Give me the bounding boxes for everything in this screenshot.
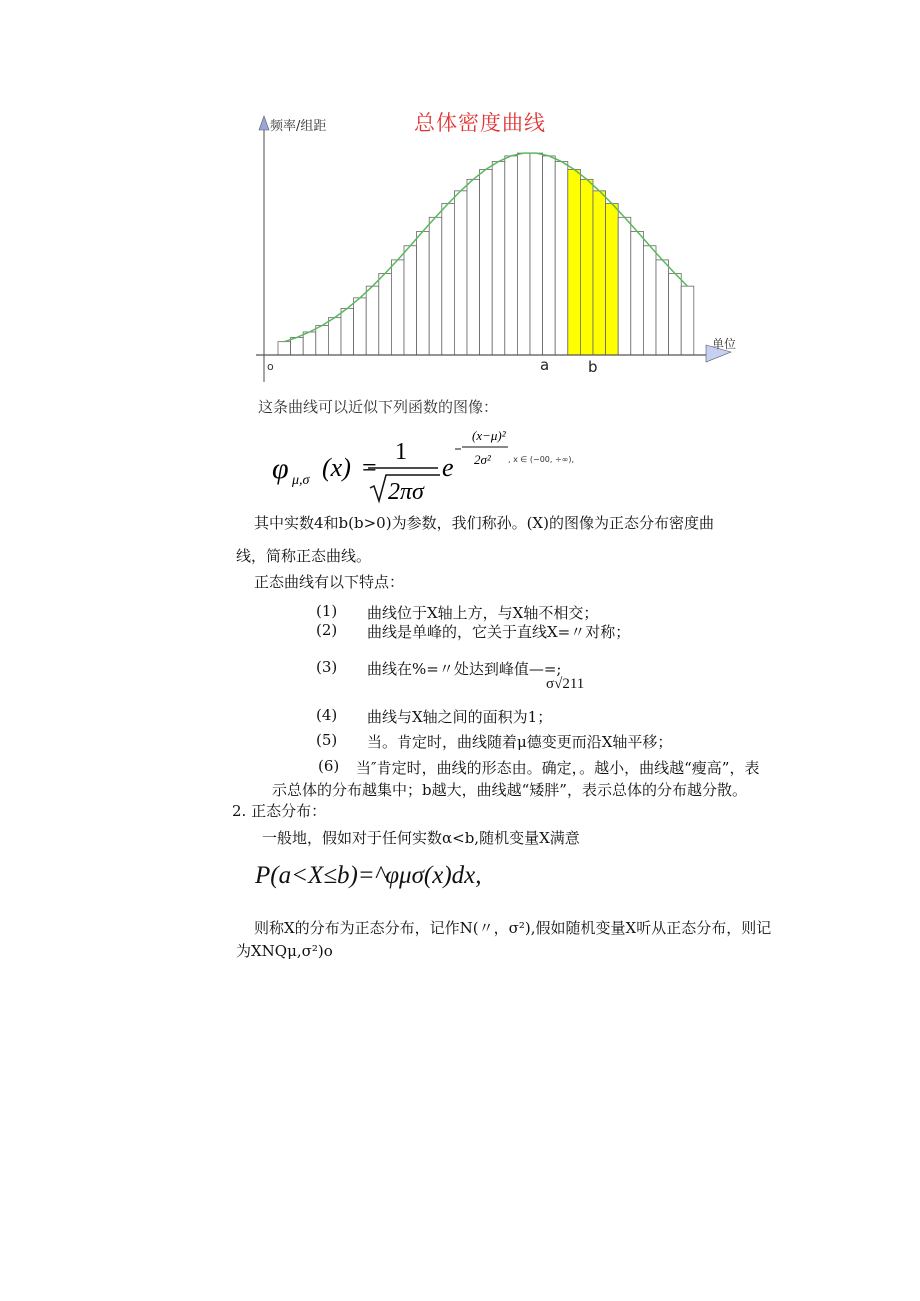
histogram-bar bbox=[316, 326, 329, 355]
histogram-bar bbox=[341, 308, 354, 355]
histogram-bar bbox=[606, 204, 619, 355]
item-4-text: 曲线与X轴之间的面积为1； bbox=[367, 708, 553, 726]
section-2-heading: 2. 正态分布： bbox=[232, 802, 327, 820]
item-3-text: 曲线在%=〃处达到峰值—=; bbox=[367, 660, 562, 678]
marker-a: a bbox=[540, 356, 550, 374]
para-2: 正态曲线有以下特点： bbox=[254, 573, 405, 591]
formula-numerator: 1 bbox=[395, 439, 407, 465]
histogram-bar bbox=[530, 153, 543, 355]
histogram-bar bbox=[568, 169, 581, 355]
histogram-bars bbox=[278, 153, 694, 355]
y-axis-label: 频率/组距 bbox=[270, 119, 327, 134]
histogram-bar bbox=[429, 217, 442, 355]
histogram-bar bbox=[467, 179, 480, 355]
formula-domain: , x ∈ (−00, ÷∞), bbox=[508, 455, 574, 464]
histogram-bar bbox=[555, 162, 568, 355]
formula-subscript: μ,σ bbox=[292, 473, 310, 488]
histogram-bar bbox=[580, 179, 593, 355]
probability-formula: P(a<X≤b)=^φμσ(x)dx, bbox=[255, 862, 482, 889]
item-1-text: 曲线位于X轴上方，与X轴不相交； bbox=[367, 604, 599, 622]
formula-equals: = bbox=[362, 453, 377, 482]
histogram-bar bbox=[631, 231, 644, 355]
histogram-bar bbox=[278, 342, 291, 355]
histogram-bar bbox=[505, 156, 518, 355]
histogram-bar bbox=[404, 246, 417, 355]
origin-label: o bbox=[267, 360, 274, 373]
histogram-bar bbox=[303, 332, 316, 355]
histogram-bar bbox=[492, 162, 505, 355]
histogram-bar bbox=[366, 286, 379, 355]
histogram-bar bbox=[354, 298, 367, 355]
item-6-continuation: 示总体的分布越集中；b越大，曲线越“矮胖”，表示总体的分布越分散。 bbox=[272, 781, 747, 799]
y-axis-arrow-icon bbox=[259, 116, 269, 130]
histogram-bar bbox=[618, 217, 631, 355]
histogram-bar bbox=[543, 156, 556, 355]
item-4-number: (4) bbox=[316, 706, 338, 724]
item-3-number: (3) bbox=[316, 658, 338, 676]
histogram-bar bbox=[417, 231, 430, 355]
item-1-number: (1) bbox=[316, 602, 338, 620]
histogram-bar bbox=[391, 260, 404, 355]
histogram-bar bbox=[643, 246, 656, 355]
histogram-bar bbox=[442, 204, 455, 355]
histogram-bar bbox=[379, 273, 392, 355]
histogram-bar bbox=[517, 153, 530, 355]
para-1-line-2: 线，简称正态曲线。 bbox=[236, 547, 372, 565]
item-5-text: 当。肯定时，曲线随着μ德变更而沿X轴平移； bbox=[367, 733, 673, 751]
formula-arg: (x) bbox=[322, 453, 351, 482]
last-paragraph-line-1: 则称X的分布为正态分布，记作N(〃，σ²),假如随机变量X听从正态分布，则记 bbox=[254, 919, 772, 937]
density-figure bbox=[246, 100, 756, 390]
last-paragraph-line-2: 为XNQμ,σ²)o bbox=[236, 942, 333, 960]
histogram-bar bbox=[291, 337, 304, 355]
histogram-bar bbox=[328, 318, 341, 355]
item-5-number: (5) bbox=[316, 731, 338, 749]
section-2-paragraph: 一般地，假如对于任何实数α<b,随机变量X满意 bbox=[262, 829, 580, 847]
item-3-peak-value: σ√211 bbox=[546, 676, 585, 692]
item-6-number: (6) bbox=[318, 757, 340, 775]
formula-exp-top: (x−μ)² bbox=[472, 428, 506, 443]
marker-b: b bbox=[588, 358, 598, 376]
item-2-number: (2) bbox=[316, 621, 338, 639]
para-1-line-1: 其中实数4和b(b>0)为参数，我们称孙。(X)的图像为正态分布密度曲 bbox=[254, 514, 714, 532]
histogram-bar bbox=[656, 260, 669, 355]
figure-title: 总体密度曲线 bbox=[414, 111, 546, 135]
histogram-bar bbox=[593, 191, 606, 355]
item-2-text: 曲线是单峰的，它关于直线X=〃对称； bbox=[367, 623, 631, 641]
formula-phi: φ bbox=[272, 452, 289, 485]
histogram-bar bbox=[669, 273, 682, 355]
formula-denominator: 2πσ bbox=[388, 479, 424, 505]
histogram-bar bbox=[681, 286, 694, 355]
histogram-bar bbox=[480, 169, 493, 355]
histogram-bar bbox=[454, 191, 467, 355]
density-formula bbox=[262, 426, 642, 510]
item-6-text: 当″肯定时，曲线的形态由。确定，。越小，曲线越“瘦高”，表 bbox=[356, 759, 760, 777]
formula-e: e bbox=[442, 453, 454, 482]
figure-caption: 这条曲线可以近似下列函数的图像： bbox=[258, 398, 499, 416]
formula-exp-bottom: 2σ² bbox=[474, 452, 491, 467]
x-axis-label: 单位 bbox=[712, 337, 737, 351]
